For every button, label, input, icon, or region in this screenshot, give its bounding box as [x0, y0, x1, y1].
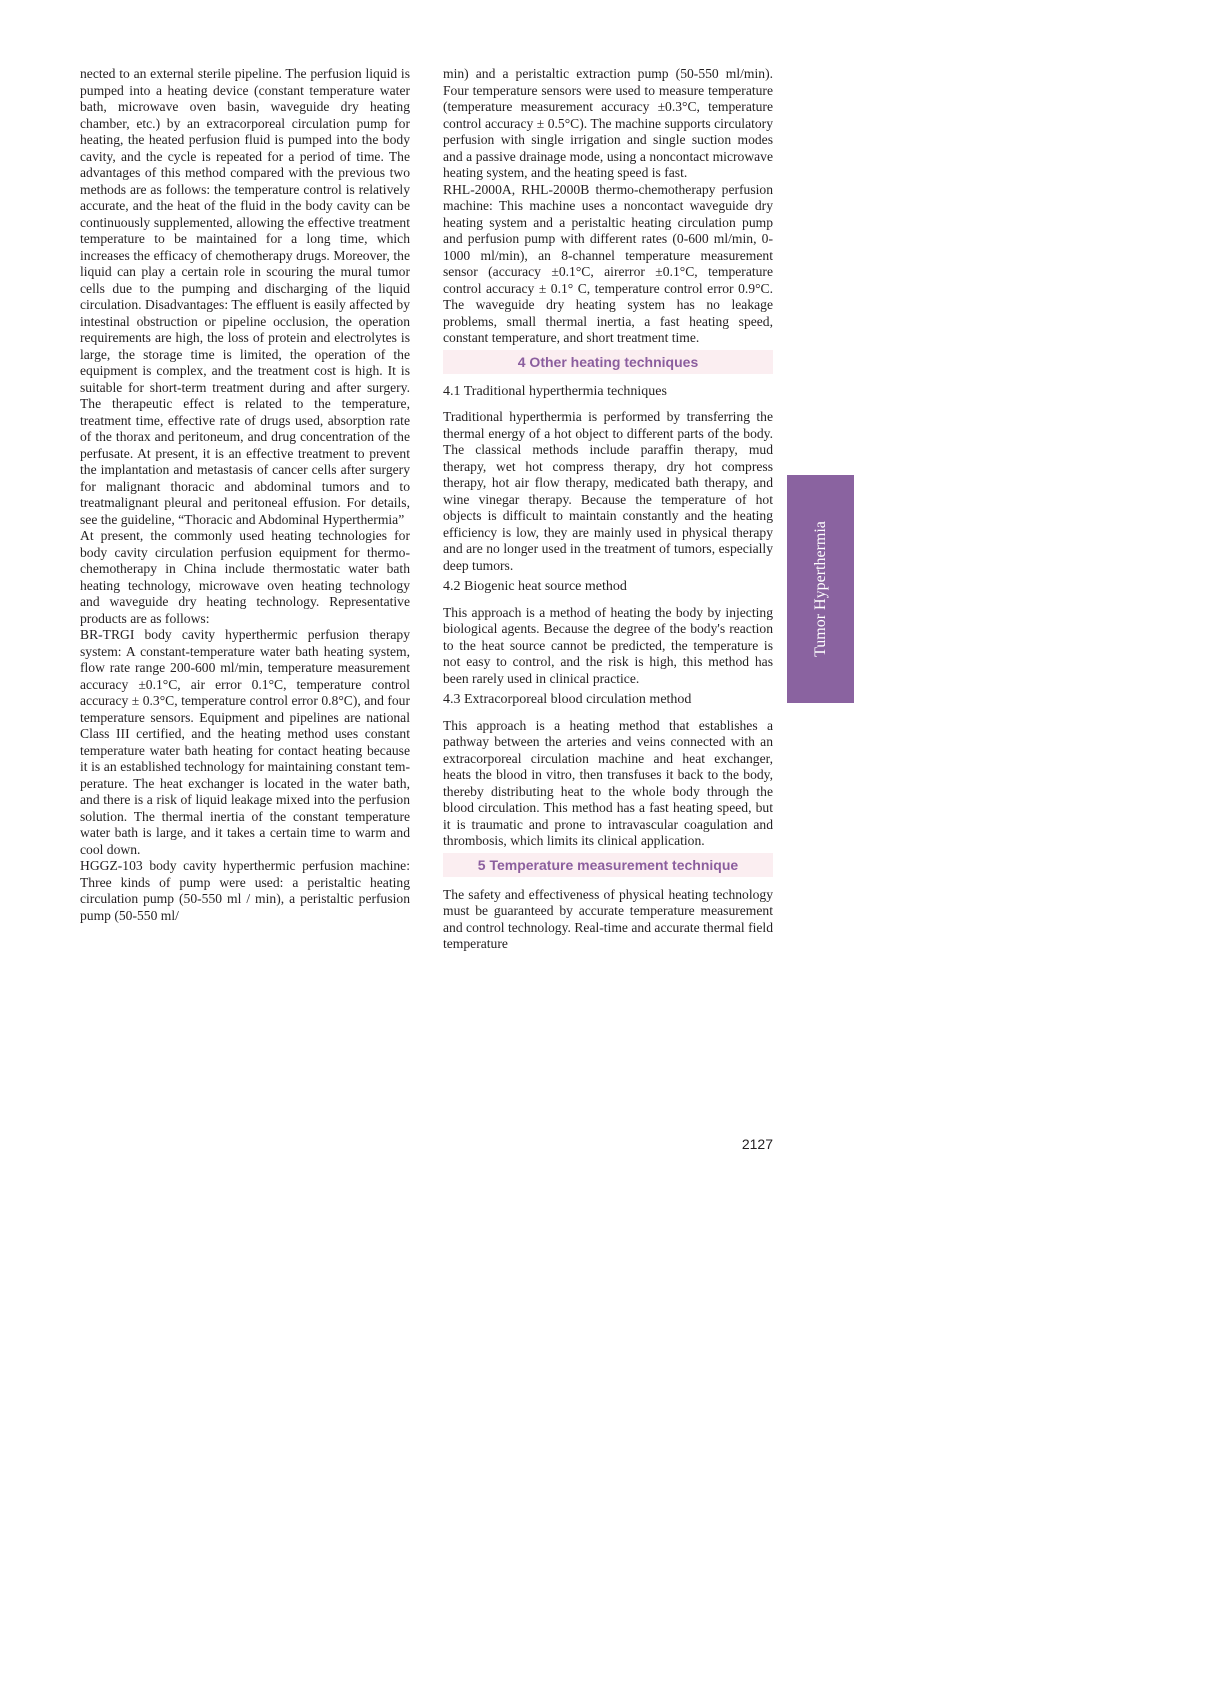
subsection-4-1-text: Traditional hyperthermia is performed by transferring the thermal energy of a hot object to different parts of the body. The classical methods include paraffin therapy, mud therapy, wet hot compress therapy, dry hot compress therapy, hot air flow therapy, medicated bath therapy, and wine vinegar therapy. Because the temperature of hot objects is difficult to maintain constantly and the heating efficiency is low, they are mainly used in physical therapy and are no longer used in the treatment of tumors, especially deep tumors.	[443, 409, 773, 573]
right-paragraph-1: min) and a peristaltic extraction pump (50-550 ml/min). Four temperature sensors were used to measure temperature (temperature measurement accuracy ±0.3°C, temperature control accuracy ± 0.5°C). The machine supports circulatory perfusion with single irrigation and single suction modes and a passive drainage mode, using a noncontact microwave heating system, and the heating speed is fast.	[443, 66, 773, 180]
section-5-text: The safety and effectiveness of physical heating technology must be guaranteed by accurate temperature measurement and control technology. Real-time and accurate thermal field temperature	[443, 886, 773, 951]
section-5-heading: 5 Temperature measurement technique	[443, 853, 773, 877]
subsection-4-3-text: This approach is a heating method that establishes a pathway between the arteries and veins connected with an extracorporeal circulation machine and heat exchanger, heats the blood in vitro, then transfuses it back to the body, thereby distributing heat to the whole body through the blood circulation. This method has a fast heating speed, but it is traumatic and prone to intravascular coagulation and thrombosis, which limits its clinical application.	[443, 717, 773, 848]
left-paragraph-1: nected to an external sterile pipeline. The perfusion liquid is pumped into a heating device (constant temperature water bath, microwave oven basin, waveguide dry heating chamber, etc.) by an extracorporeal circulation pump for heating, the heated perfusion fluid is pumped into the body cavity, and the cycle is repeated for a period of time. The advantages of this method compared with the previous two methods are as follows: the temperature control is relatively accurate, and the heat of the fluid in the body cavity can be continuously supplemented, allowing the effective treatment temperature to be maintained for a long time, which increases the efficacy of chemotherapy drugs. Moreover, the liquid can play a certain role in scouring the mural tumor cells due to the pumping and discharging of the liquid circulation. Disadvantages: The effluent is easily affected by intestinal obstruction or pipeline occlusion, the operation requirements are high, the loss of protein and electrolytes is large, the storage time is limited, the operation of the equipment is complex, and the treatment cost is high. It is suitable for short-term treatment during and after surgery. The therapeutic effect is related to the temperature, treatment time, effective rate of drugs used, absorption rate of the thorax and peritoneum, and drug concentration of the perfusate. At present, it is an effective treatment to prevent the implantation and metastasis of cancer cells after surgery for malignant thoracic and abdominal tumors and to treatmalignant pleural and peritoneal effusion. For details, see the guideline, “Thoracic and Abdominal Hyperthermia”	[80, 66, 410, 527]
left-paragraph-2: At present, the commonly used heating technologies for body cavity circulation perfusion equipment for thermo-chemotherapy in China include thermostatic water bath heating technology, microwave oven heating technology and waveguide dry heating technology. Representative products are as follows:	[80, 528, 410, 626]
section-4-heading: 4 Other heating techniques	[443, 350, 773, 374]
right-column	[443, 66, 773, 953]
side-tab	[787, 475, 854, 703]
subsection-4-1-heading: 4.1 Traditional hyperthermia techniques	[443, 383, 667, 399]
left-paragraph-4: HGGZ-103 body cavity hyperthermic perfusion machine: Three kinds of pump were used: a peristaltic heating circulation pump (50-550 ml / min), a peristaltic perfusion pump (50-550 ml/	[80, 858, 410, 923]
left-column	[80, 66, 410, 924]
subsection-4-2-text: This approach is a method of heating the body by injecting biological agents. Because the degree of the body's reaction to the heat source cannot be predicted, the temperature is not easy to control, and the risk is high, this method has been rarely used in clinical practice.	[443, 604, 773, 686]
right-paragraph-2: RHL-2000A, RHL-2000B thermo-chemotherapy perfusion machine: This machine uses a noncontact waveguide dry heating system and a peristaltic heating circulation pump and perfusion pump with different rates (0-600 ml/min, 0-1000 ml/min), an 8-channel temperature measurement sensor (accuracy ±0.1°C, airerror ±0.1°C, temperature control accuracy ± 0.1° C, temperature control error 0.9°C. The waveguide dry heating system has no leakage problems, small thermal inertia, a fast heating speed, constant temperature, and short treatment time.	[443, 181, 773, 345]
side-tab-label: Tumor Hyperthermia	[811, 521, 829, 657]
subsection-4-3-heading: 4.3 Extracorporeal blood circulation method	[443, 692, 692, 707]
subsection-4-2-heading: 4.2 Biogenic heat source method	[443, 579, 627, 594]
left-paragraph-3: BR-TRGI body cavity hyperthermic perfusion therapy system: A constant-temperature water bath heating system, flow rate range 200-600 ml/min, temperature measurement accuracy ±0.1°C, air error 0.1°C, temperature control accuracy ± 0.3°C, temperature control error 0.8°C), and four temperature sensors. Equipment and pipelines are national Class III certified, and the heating method uses constant temperature water bath heating for contact heating because it is an established technology for maintaining constant temperature. The heat exchanger is located in the water bath, and there is a risk of liquid leakage mixed into the perfusion solution. The thermal inertia of the constant temperature water bath is large, and it takes a certain time to warm and cool down.	[80, 627, 410, 857]
page-number: 2127	[741, 1136, 773, 1152]
